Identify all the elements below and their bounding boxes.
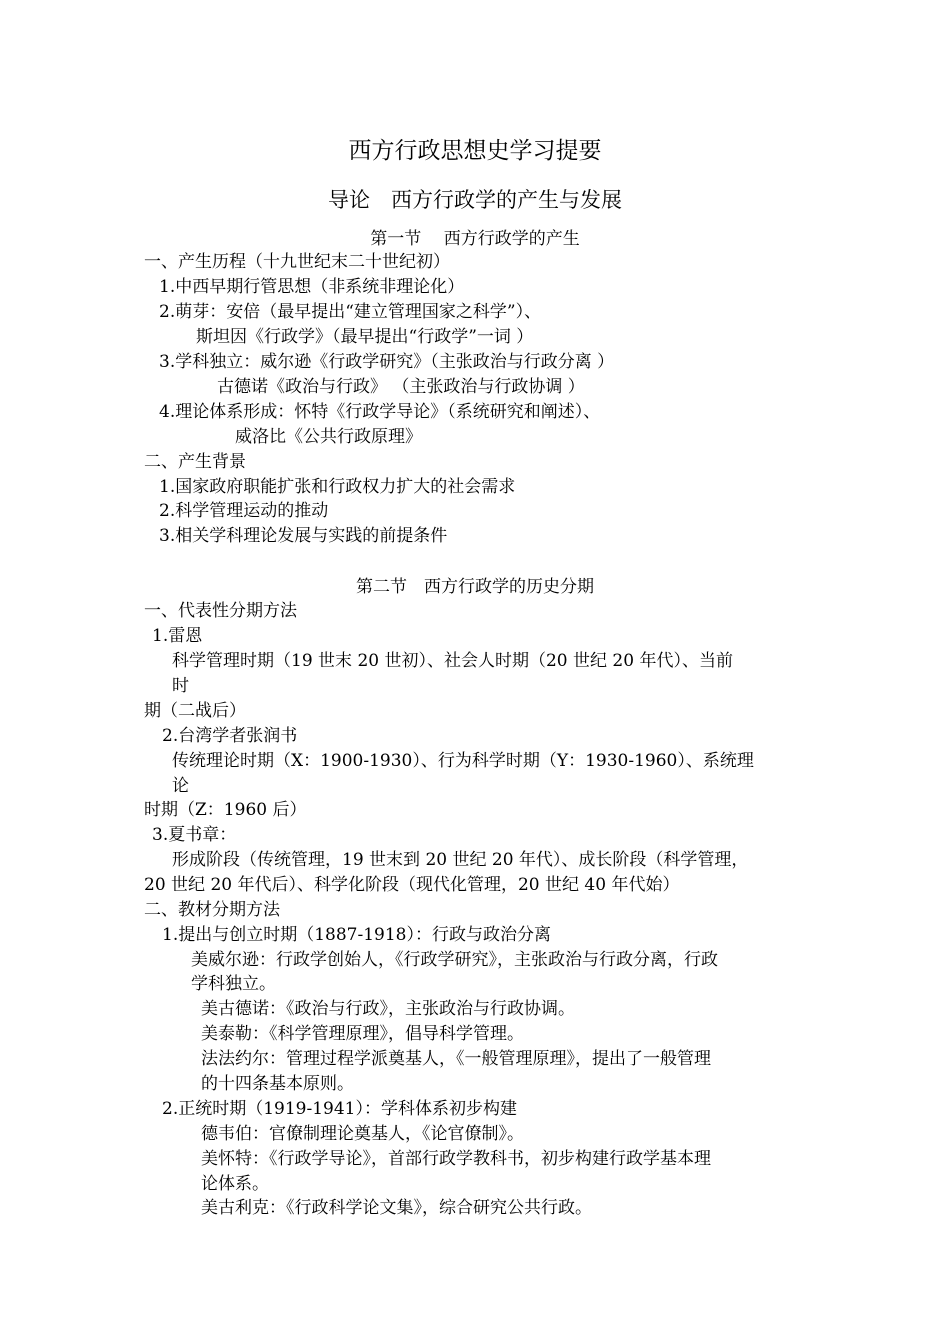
text-line: 2.台湾学者张润书	[162, 726, 298, 746]
text-line: 威洛比《公共行政原理》	[235, 427, 422, 447]
text-line: 时	[172, 676, 189, 696]
text-line: 3.学科独立：威尔逊《行政学研究》（主张政治与行政分离 ）	[159, 352, 615, 372]
text-line: 二、教材分期方法	[144, 900, 280, 920]
text-line: 20 世纪 20 年代后）、科学化阶段（现代化管理，20 世纪 40 年代始）	[144, 875, 680, 895]
section-1-heading: 第一节 西方行政学的产生	[370, 229, 580, 249]
text-line: 斯坦因《行政学》（最早提出“行政学”一词 ）	[196, 327, 534, 347]
text-line: 1.国家政府职能扩张和行政权力扩大的社会需求	[159, 477, 516, 497]
text-line: 古德诺《政治与行政》 （主张政治与行政协调 ）	[217, 377, 585, 397]
text-line: 美泰勒：《科学管理原理》，倡导科学管理。	[201, 1024, 524, 1044]
text-line: 学科独立。	[191, 974, 276, 994]
text-line: 美怀特：《行政学导论》，首部行政学教科书，初步构建行政学基本理	[201, 1149, 711, 1169]
section-2-heading: 第二节 西方行政学的历史分期	[356, 577, 594, 597]
text-line: 4.理论体系形成：怀特《行政学导论》（系统研究和阐述）、	[159, 402, 601, 422]
text-line: 一、代表性分期方法	[144, 601, 297, 621]
text-line: 2.萌芽：安倍（最早提出“建立管理国家之科学”）、	[159, 302, 542, 322]
text-line: 传统理论时期（X：1900-1930）、行为科学时期（Y：1930-1960）、系统理	[172, 751, 754, 771]
text-line: 期（二战后）	[144, 701, 246, 721]
text-line: 1.提出与创立时期（1887-1918）：行政与政治分离	[162, 925, 551, 945]
text-line: 3.相关学科理论发展与实践的前提条件	[159, 526, 448, 546]
text-line: 论	[172, 776, 189, 796]
text-line: 3.夏书章：	[152, 825, 237, 845]
text-line: 2.科学管理运动的推动	[159, 501, 329, 521]
text-line: 二、产生背景	[144, 452, 246, 472]
text-line: 时期（Z：1960 后）	[144, 800, 307, 820]
text-line: 1.中西早期行管思想（非系统非理论化）	[159, 277, 465, 297]
intro-heading: 导论 西方行政学的产生与发展	[328, 188, 622, 212]
text-line: 美古德诺：《政治与行政》，主张政治与行政协调。	[201, 999, 575, 1019]
text-line: 科学管理时期（19 世末 20 世初）、社会人时期（20 世纪 20 年代）、当前	[172, 651, 733, 671]
text-line: 形成阶段（传统管理，19 世末到 20 世纪 20 年代）、成长阶段（科学管理，	[172, 850, 749, 870]
text-line: 德韦伯：官僚制理论奠基人，《论官僚制》。	[201, 1124, 524, 1144]
text-line: 1.雷恩	[152, 626, 203, 646]
text-line: 2.正统时期（1919-1941）：学科体系初步构建	[162, 1099, 517, 1119]
text-line: 的十四条基本原则。	[201, 1074, 354, 1094]
text-line: 一、产生历程（十九世纪末二十世纪初）	[144, 252, 450, 272]
text-line: 法法约尔：管理过程学派奠基人，《一般管理原理》，提出了一般管理	[201, 1049, 711, 1069]
text-line: 美威尔逊：行政学创始人，《行政学研究》，主张政治与行政分离，行政	[191, 950, 718, 970]
text-line: 美古利克：《行政科学论文集》，综合研究公共行政。	[201, 1198, 592, 1218]
text-line: 论体系。	[201, 1174, 269, 1194]
document-title: 西方行政思想史学习提要	[348, 138, 602, 164]
